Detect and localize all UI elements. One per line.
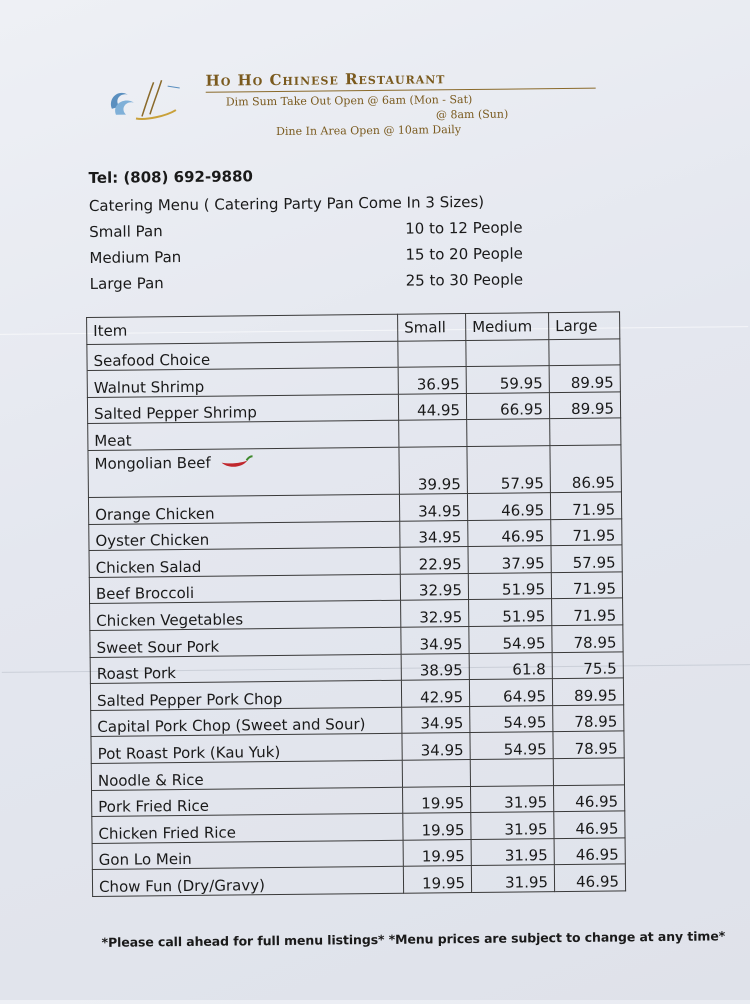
price-large: 46.95 [554, 838, 625, 865]
price-large: 86.95 [550, 445, 621, 493]
price-small: 34.95 [401, 626, 469, 653]
empty-cell [550, 418, 621, 445]
price-small: 44.95 [398, 393, 466, 420]
price-small: 19.95 [403, 813, 471, 840]
item-name: Capital Pork Chop (Sweet and Sour) [91, 707, 402, 737]
item-name: Sweet Sour Pork [90, 627, 401, 657]
price-large: 78.95 [552, 625, 623, 652]
size-people: 15 to 20 People [405, 244, 523, 264]
item-name: Salted Pepper Shrimp [87, 394, 398, 424]
price-medium: 61.8 [469, 652, 552, 679]
empty-cell [549, 339, 620, 366]
price-medium: 64.95 [469, 679, 552, 706]
empty-cell [467, 419, 550, 446]
price-large: 71.95 [550, 492, 621, 519]
price-small: 19.95 [403, 839, 471, 866]
price-small: 32.95 [400, 573, 468, 600]
size-people: 25 to 30 People [405, 270, 524, 290]
price-medium: 51.95 [469, 599, 552, 626]
item-cell [88, 447, 399, 497]
price-small: 42.95 [401, 680, 469, 707]
price-medium: 51.95 [468, 572, 551, 599]
price-large: 57.95 [551, 545, 622, 572]
restaurant-name: Ho Ho Chinese Restaurant [205, 69, 446, 90]
header-item: Item [87, 314, 398, 344]
price-small: 34.95 [399, 494, 467, 521]
price-medium: 57.95 [467, 446, 550, 494]
dine-in-hours: Dine In Area Open @ 10am Daily [276, 123, 462, 139]
empty-cell [402, 759, 470, 786]
empty-cell [470, 759, 553, 786]
price-table [86, 311, 626, 896]
price-small: 19.95 [403, 786, 471, 813]
price-small: 34.95 [402, 733, 470, 760]
price-small: 36.95 [398, 367, 466, 394]
price-small: 34.95 [400, 520, 468, 547]
price-large: 71.95 [551, 518, 622, 545]
price-large: 89.95 [549, 392, 620, 419]
telephone: Tel: (808) 692-9880 [88, 167, 254, 187]
size-label: Small Pan [89, 222, 163, 241]
price-medium: 54.95 [469, 626, 552, 653]
price-large: 71.95 [552, 598, 623, 625]
price-medium: 66.95 [466, 392, 549, 419]
section-label: Seafood Choice [87, 341, 398, 371]
price-small: 39.95 [399, 447, 467, 495]
sunday-hours: @ 8am (Sun) [435, 107, 509, 122]
price-large: 78.95 [553, 705, 624, 732]
price-large: 46.95 [553, 784, 624, 811]
price-medium: 37.95 [468, 546, 551, 573]
item-name: Chicken Vegetables [90, 601, 401, 631]
item-name: Pork Fried Rice [92, 787, 403, 817]
empty-cell [553, 758, 624, 785]
price-medium: 31.95 [471, 865, 554, 892]
item-name: Orange Chicken [88, 494, 399, 524]
price-small: 22.95 [400, 547, 468, 574]
empty-cell [466, 339, 549, 366]
price-medium: 31.95 [471, 812, 554, 839]
item-name: Mongolian Beef [94, 453, 211, 473]
price-medium: 59.95 [466, 366, 549, 393]
item-name: Salted Pepper Pork Chop [90, 680, 401, 710]
header-large: Large [549, 312, 620, 339]
table-row [92, 864, 625, 896]
catering-line: Catering Menu ( Catering Party Pan Come In 3 Sizes) [88, 192, 485, 215]
size-people: 10 to 12 People [405, 218, 523, 238]
empty-cell [399, 420, 467, 447]
price-medium: 46.95 [468, 519, 551, 546]
section-label: Noodle & Rice [91, 760, 402, 790]
price-large: 71.95 [551, 572, 622, 599]
price-medium: 31.95 [471, 785, 554, 812]
footer-note: *Please call ahead for full menu listings* *Menu prices are subject to change at any time* [101, 928, 726, 950]
price-medium: 54.95 [470, 732, 553, 759]
header-small: Small [398, 314, 466, 341]
size-row [90, 266, 570, 297]
price-medium: 31.95 [471, 838, 554, 865]
price-small: 19.95 [403, 866, 471, 893]
takeout-hours: Dim Sum Take Out Open @ 6am (Mon - Sat) [225, 92, 473, 109]
price-large: 89.95 [552, 678, 623, 705]
price-large: 78.95 [553, 731, 624, 758]
price-large: 75.5 [552, 651, 623, 678]
header-medium: Medium [466, 313, 549, 340]
item-name: Chow Fun (Dry/Gravy) [92, 867, 403, 897]
section-label: Meat [88, 421, 399, 451]
table-row [88, 445, 621, 498]
ho-ho-logo [106, 78, 191, 123]
item-name: Gon Lo Mein [92, 840, 403, 870]
item-name: Roast Pork [90, 654, 401, 684]
chili-pepper-icon [219, 455, 253, 471]
catering-info [89, 164, 570, 297]
size-label: Large Pan [89, 274, 164, 293]
price-medium: 46.95 [467, 493, 550, 520]
empty-cell [398, 340, 466, 367]
price-large: 46.95 [554, 864, 625, 891]
restaurant-header [105, 66, 606, 141]
price-large: 89.95 [549, 365, 620, 392]
item-name: Oyster Chicken [89, 521, 400, 551]
price-small: 32.95 [401, 600, 469, 627]
item-name: Walnut Shrimp [87, 367, 398, 397]
price-small: 38.95 [401, 653, 469, 680]
size-label: Medium Pan [89, 248, 182, 267]
price-large: 46.95 [554, 811, 625, 838]
item-name: Pot Roast Pork (Kau Yuk) [91, 734, 402, 764]
item-name: Beef Broccoli [89, 574, 400, 604]
price-small: 34.95 [402, 706, 470, 733]
price-medium: 54.95 [470, 705, 553, 732]
item-name: Chicken Salad [89, 547, 400, 577]
item-name: Chicken Fried Rice [92, 813, 403, 843]
